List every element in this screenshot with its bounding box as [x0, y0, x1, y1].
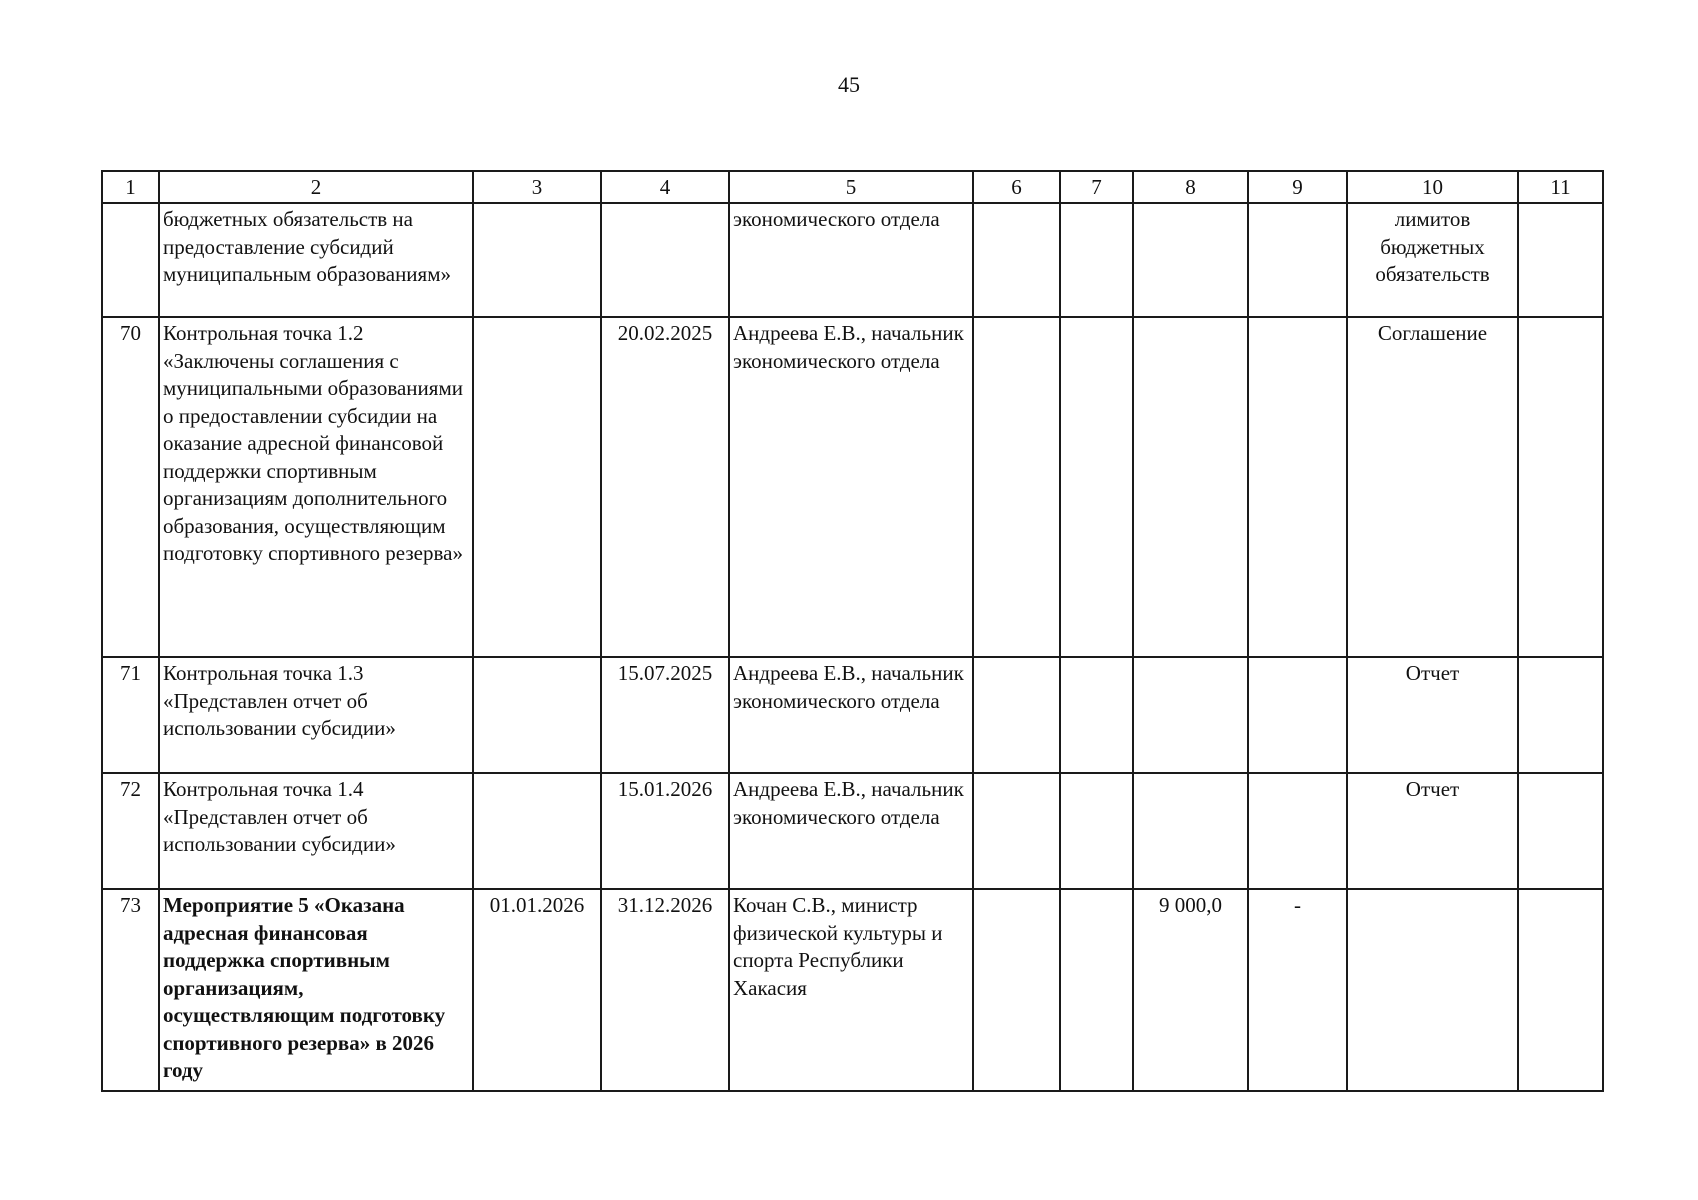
header-cell: 6: [973, 171, 1060, 203]
col6-cell: [973, 889, 1060, 1091]
col9-cell: [1248, 657, 1347, 773]
col7-cell: [1060, 773, 1133, 889]
start-date-cell: [473, 317, 601, 657]
row-number-cell: 73: [102, 889, 159, 1091]
header-cell: 1: [102, 171, 159, 203]
end-date-cell: 31.12.2026: [601, 889, 729, 1091]
row-number-cell: 72: [102, 773, 159, 889]
col9-cell: -: [1248, 889, 1347, 1091]
table-row: [102, 889, 1603, 1091]
header-cell: 2: [159, 171, 473, 203]
plan-table: [101, 170, 1604, 1092]
event-name-cell: Контрольная точка 1.2 «Заключены соглашения с муниципальными образованиями о предоставлении субсидии на оказание адресной финансовой поддержки спортивным организациям дополнительного образования, осуществляющим подготовку спортивного резерва»: [159, 317, 473, 657]
document-cell: Отчет: [1347, 657, 1518, 773]
responsible-cell: Кочан С.В., министр физической культуры и спорта Республики Хакасия: [729, 889, 973, 1091]
col8-cell: [1133, 657, 1248, 773]
table-row: [102, 773, 1603, 889]
col8-cell: [1133, 317, 1248, 657]
col9-cell: [1248, 317, 1347, 657]
column-number-row: [102, 171, 1603, 203]
col9-cell: [1248, 203, 1347, 317]
col7-cell: [1060, 889, 1133, 1091]
header-cell: 10: [1347, 171, 1518, 203]
responsible-cell: Андреева Е.В., начальник экономического отдела: [729, 773, 973, 889]
start-date-cell: [473, 657, 601, 773]
row-number-cell: 70: [102, 317, 159, 657]
page-number: 45: [838, 72, 860, 97]
end-date-cell: 15.07.2025: [601, 657, 729, 773]
table-row: [102, 203, 1603, 317]
col8-cell: 9 000,0: [1133, 889, 1248, 1091]
header-cell: 4: [601, 171, 729, 203]
event-name-cell: Мероприятие 5 «Оказана адресная финансовая поддержка спортивным организациям, осуществляющим подготовку спортивного резерва» в 2026 году: [159, 889, 473, 1091]
col8-cell: [1133, 203, 1248, 317]
header-cell: 9: [1248, 171, 1347, 203]
event-name-cell: Контрольная точка 1.3 «Представлен отчет об использовании субсидии»: [159, 657, 473, 773]
col6-cell: [973, 203, 1060, 317]
responsible-cell: экономического отдела: [729, 203, 973, 317]
col11-cell: [1518, 657, 1603, 773]
start-date-cell: 01.01.2026: [473, 889, 601, 1091]
col6-cell: [973, 773, 1060, 889]
col7-cell: [1060, 317, 1133, 657]
document-cell: лимитов бюджетных обязательств: [1347, 203, 1518, 317]
header-cell: 5: [729, 171, 973, 203]
responsible-cell: Андреева Е.В., начальник экономического отдела: [729, 657, 973, 773]
row-number-cell: [102, 203, 159, 317]
header-cell: 8: [1133, 171, 1248, 203]
col8-cell: [1133, 773, 1248, 889]
col6-cell: [973, 317, 1060, 657]
document-cell: Соглашение: [1347, 317, 1518, 657]
document-cell: [1347, 889, 1518, 1091]
header-cell: 7: [1060, 171, 1133, 203]
header-cell: 11: [1518, 171, 1603, 203]
col9-cell: [1248, 773, 1347, 889]
table-row: [102, 317, 1603, 657]
col6-cell: [973, 657, 1060, 773]
col7-cell: [1060, 203, 1133, 317]
row-number-cell: 71: [102, 657, 159, 773]
col11-cell: [1518, 773, 1603, 889]
col11-cell: [1518, 889, 1603, 1091]
responsible-cell: Андреева Е.В., начальник экономического отдела: [729, 317, 973, 657]
col7-cell: [1060, 657, 1133, 773]
header-cell: 3: [473, 171, 601, 203]
end-date-cell: 20.02.2025: [601, 317, 729, 657]
table-row: [102, 657, 1603, 773]
end-date-cell: [601, 203, 729, 317]
end-date-cell: 15.01.2026: [601, 773, 729, 889]
event-name-cell: бюджетных обязательств на предоставление субсидий муниципальным образованиям»: [159, 203, 473, 317]
col11-cell: [1518, 203, 1603, 317]
start-date-cell: [473, 773, 601, 889]
event-name-cell: Контрольная точка 1.4 «Представлен отчет об использовании субсидии»: [159, 773, 473, 889]
document-cell: Отчет: [1347, 773, 1518, 889]
start-date-cell: [473, 203, 601, 317]
col11-cell: [1518, 317, 1603, 657]
